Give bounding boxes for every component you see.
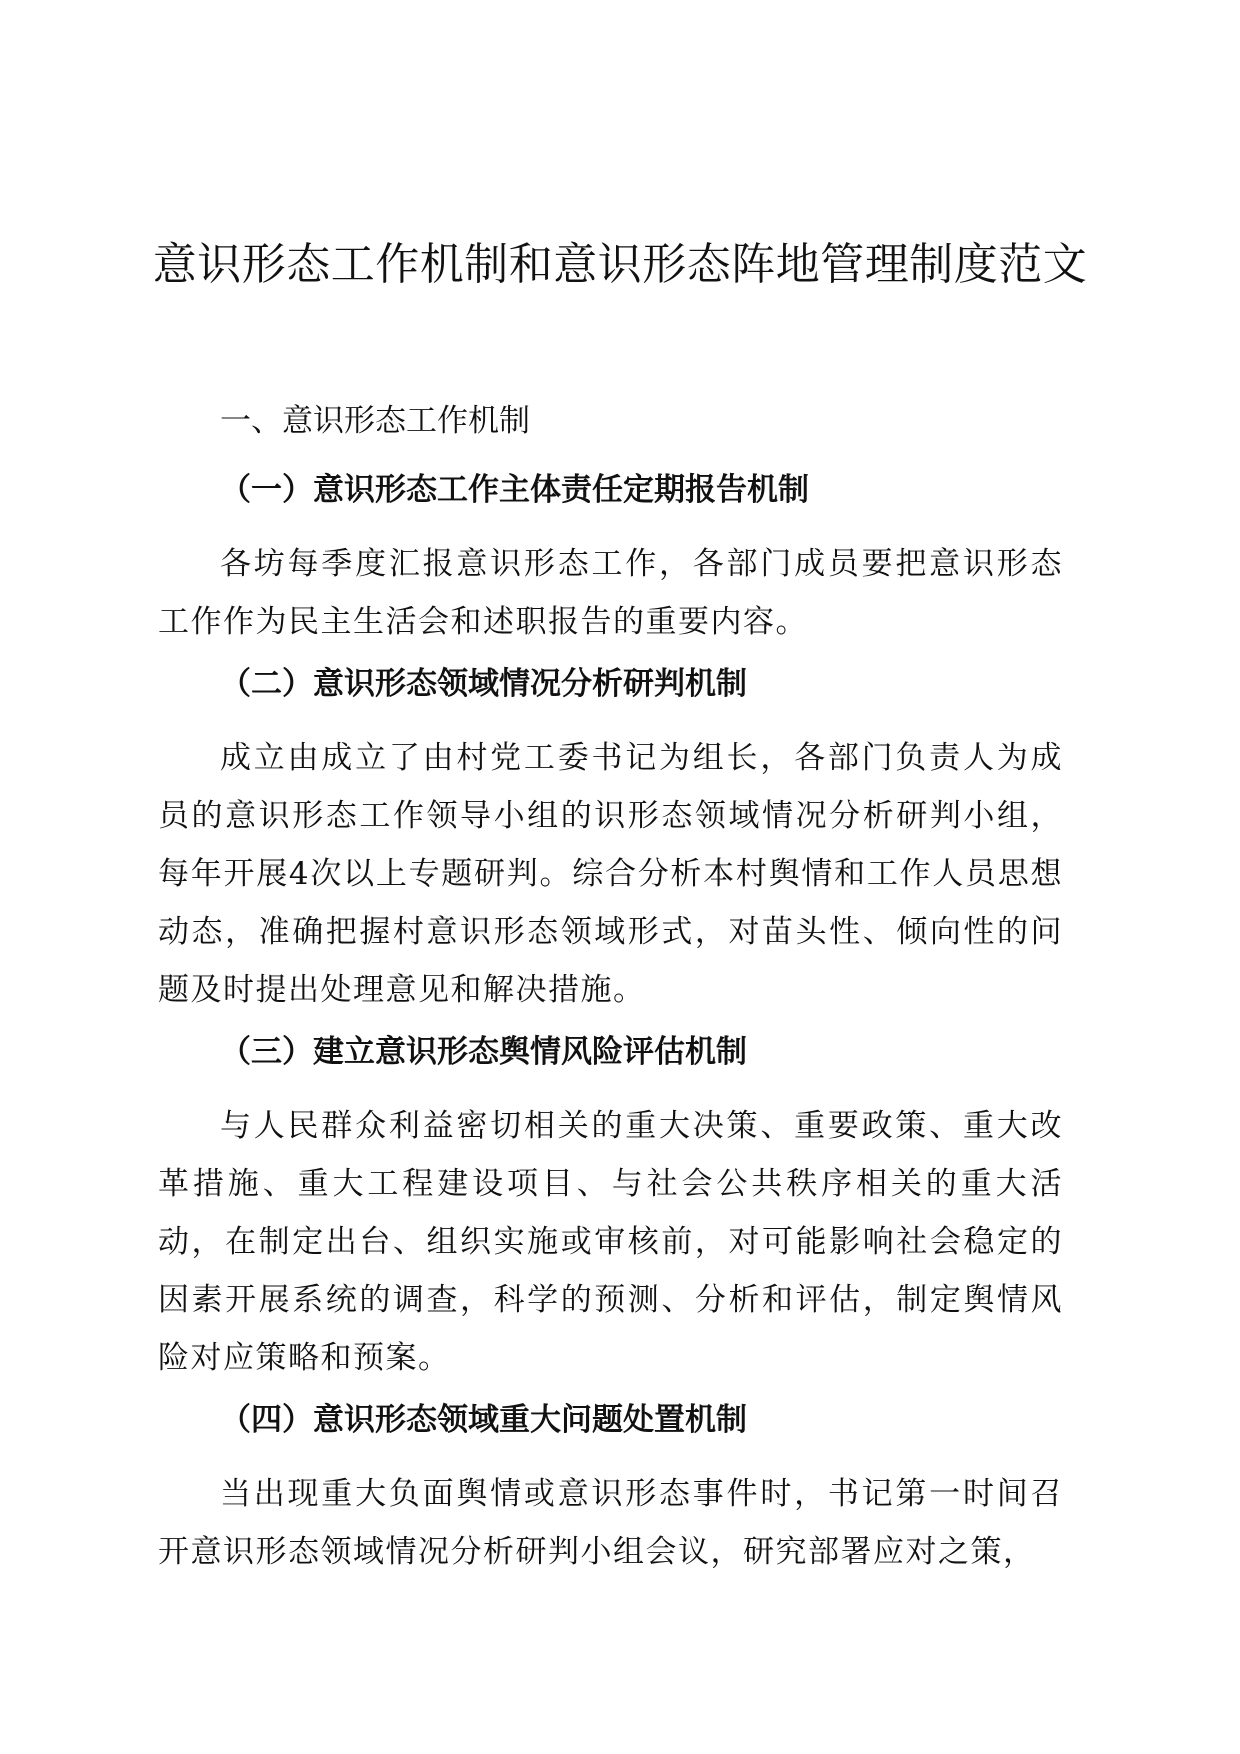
paragraph-2: 成立由成立了由村党工委书记为组长，各部门负责人为成员的意识形态工作领导小组的识形态领域情况分析研判小组，每年开展4次以上专题研判。综合分析本村舆情和工作人员思想动态，准确把握村意识形态领域形式，对苗头性、倾向性的问题及时提出处理意见和解决措施。 <box>158 740 1063 1008</box>
subsection-heading-1: （一）意识形态工作主体责任定期报告机制 <box>220 472 809 508</box>
subsection-heading-2: （二）意识形态领域情况分析研判机制 <box>220 666 747 702</box>
paragraph-1: 各坊每季度汇报意识形态工作，各部门成员要把意识形态工作作为民主生活会和述职报告的重要内容。 <box>158 546 1063 640</box>
subsection-heading-3: （三）建立意识形态舆情风险评估机制 <box>220 1034 747 1070</box>
section-heading-1: 一、意识形态工作机制 <box>220 403 530 439</box>
document-title: 意识形态工作机制和意识形态阵地管理制度范文 <box>152 239 1088 290</box>
document-body <box>158 400 1063 1593</box>
subsection-heading-4: （四）意识形态领域重大问题处置机制 <box>220 1402 747 1438</box>
paragraph-3: 与人民群众利益密切相关的重大决策、重要政策、重大改革措施、重大工程建设项目、与社会公共秩序相关的重大活动，在制定出台、组织实施或审核前，对可能影响社会稳定的因素开展系统的调查，科学的预测、分析和评估，制定舆情风险对应策略和预案。 <box>158 1108 1063 1376</box>
paragraph-4: 当出现重大负面舆情或意识形态事件时，书记第一时间召开意识形态领域情况分析研判小组会议，研究部署应对之策， <box>158 1476 1063 1570</box>
